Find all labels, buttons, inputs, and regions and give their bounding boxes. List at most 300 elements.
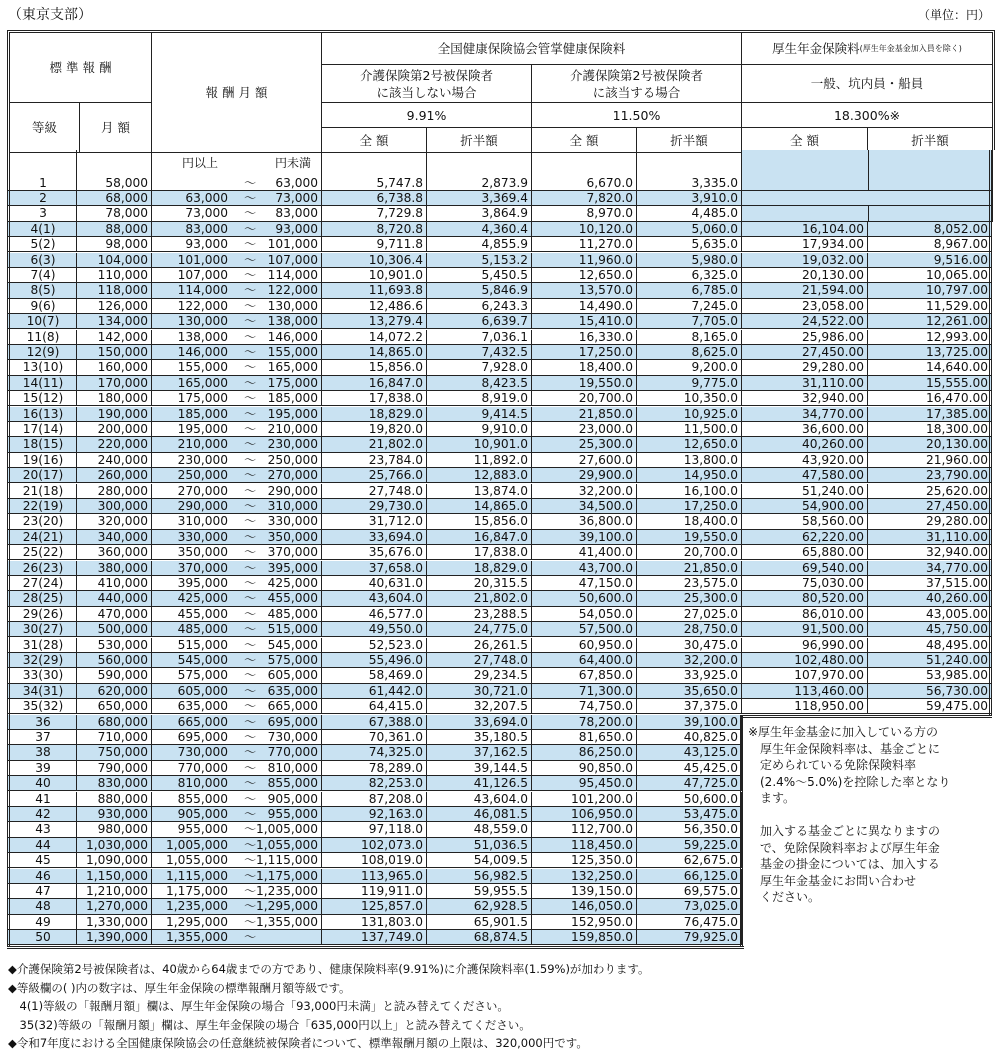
remuneration-range-cell: [152, 607, 322, 621]
health-full-cell: 7,729.8: [322, 206, 427, 220]
health-care-half-cell: 20,700.0: [637, 545, 742, 559]
health-half-cell: 46,081.5: [427, 807, 532, 821]
health-half-cell: 48,559.0: [427, 822, 532, 836]
remuneration-range-cell: [152, 776, 322, 790]
grade-cell: 35(32): [10, 699, 77, 713]
range-tilde: ～: [244, 914, 257, 929]
monthly-amount-cell: 58,000: [77, 176, 152, 190]
health-care-half-cell: 8,625.0: [637, 345, 742, 359]
health-care-full-cell: 132,250.0: [532, 869, 637, 883]
header-health-care-line2: に該当する場合: [592, 84, 681, 100]
health-care-half-cell: 37,375.0: [637, 699, 742, 713]
health-full-cell: 131,803.0: [322, 915, 427, 929]
health-full-cell: 64,415.0: [322, 699, 427, 713]
health-full-cell: 113,965.0: [322, 869, 427, 883]
health-full-cell: 102,073.0: [322, 838, 427, 852]
health-full-cell: 18,829.0: [322, 407, 427, 421]
range-to: 330,000: [267, 514, 318, 529]
remuneration-range-cell: [152, 376, 322, 390]
monthly-amount-cell: 320,000: [77, 514, 152, 528]
health-half-cell: 13,874.0: [427, 484, 532, 498]
range-tilde: ～: [244, 437, 257, 452]
range-from: 370,000: [177, 560, 228, 575]
pension-half-cell: 29,280.00: [868, 514, 992, 528]
grade-cell: 40: [10, 776, 77, 790]
range-from: 130,000: [177, 314, 228, 329]
health-full-cell: 15,856.0: [322, 360, 427, 374]
remuneration-range-cell: [152, 715, 322, 729]
remuneration-range-cell: [152, 653, 322, 667]
grade-cell: 45: [10, 853, 77, 867]
health-care-half-cell: 62,675.0: [637, 853, 742, 867]
pension-full-cell: 96,990.00: [742, 638, 868, 652]
health-half-cell: 6,639.7: [427, 314, 532, 328]
range-from: 330,000: [177, 529, 228, 544]
health-full-cell: 17,838.0: [322, 391, 427, 405]
health-care-half-cell: 53,475.0: [637, 807, 742, 821]
unit-label: （単位：円）: [917, 8, 990, 22]
grade-cell: 36: [10, 715, 77, 729]
health-half-cell: 62,928.5: [427, 899, 532, 913]
range-to: 1,295,000: [255, 899, 318, 914]
health-care-full-cell: 10,120.0: [532, 222, 637, 236]
table-row: [7, 607, 992, 622]
table-row: [7, 822, 742, 837]
range-tilde: ～: [244, 206, 257, 221]
health-full-cell: 97,118.0: [322, 822, 427, 836]
health-care-half-cell: 18,400.0: [637, 514, 742, 528]
grade-cell: 48: [10, 899, 77, 913]
monthly-amount-cell: 280,000: [77, 484, 152, 498]
health-half-cell: 43,604.0: [427, 792, 532, 806]
health-care-full-cell: 13,570.0: [532, 283, 637, 297]
range-to: 146,000: [267, 329, 318, 344]
header-remuneration-monthly-label: 報 酬 月 額: [205, 85, 268, 100]
range-from: 175,000: [177, 391, 228, 406]
health-half-cell: 41,126.5: [427, 776, 532, 790]
range-from: 350,000: [177, 545, 228, 560]
grade-cell: 30(27): [10, 622, 77, 636]
side-note-line: 厚生年金基金にお問い合わせ: [748, 873, 917, 888]
range-tilde: ～: [244, 391, 257, 406]
pension-full-cell: 69,540.00: [742, 561, 868, 575]
table-row: [7, 776, 742, 791]
range-from: 165,000: [177, 375, 228, 390]
health-care-full-cell: 159,850.0: [532, 930, 637, 944]
monthly-amount-cell: 410,000: [77, 576, 152, 590]
table-row: [7, 453, 992, 468]
table-row: [7, 345, 992, 360]
table-row: [7, 530, 992, 545]
table-row: [7, 576, 992, 591]
range-to: 515,000: [267, 622, 318, 637]
grade-cell: 42: [10, 807, 77, 821]
table-row: [7, 561, 992, 576]
range-to: 63,000: [275, 175, 318, 190]
range-unit-row: [7, 150, 742, 176]
health-full-cell: 43,604.0: [322, 591, 427, 605]
health-half-cell: 3,864.9: [427, 206, 532, 220]
range-to: 350,000: [267, 529, 318, 544]
health-care-full-cell: 64,400.0: [532, 653, 637, 667]
pension-full-cell: 113,460.00: [742, 684, 868, 698]
range-to: 770,000: [267, 745, 318, 760]
pension-full-cell: 65,880.00: [742, 545, 868, 559]
grade-cell: 7(4): [10, 268, 77, 282]
grade-cell: 17(14): [10, 422, 77, 436]
health-full-cell: 67,388.0: [322, 715, 427, 729]
remuneration-range-cell: [152, 299, 322, 313]
monthly-amount-cell: 340,000: [77, 530, 152, 544]
health-half-cell: 20,315.5: [427, 576, 532, 590]
monthly-amount-cell: 240,000: [77, 453, 152, 467]
range-to: 1,115,000: [255, 853, 318, 868]
pension-full-cell: 40,260.00: [742, 437, 868, 451]
monthly-amount-cell: 1,330,000: [77, 915, 152, 929]
range-from: 665,000: [177, 714, 228, 729]
monthly-amount-cell: 126,000: [77, 299, 152, 313]
remuneration-range-cell: [152, 345, 322, 359]
range-tilde: ～: [244, 591, 257, 606]
range-tilde: ～: [244, 868, 257, 883]
health-half-cell: 16,847.0: [427, 530, 532, 544]
health-care-full-cell: 125,350.0: [532, 853, 637, 867]
side-note-line: [748, 807, 988, 824]
range-from: 63,000: [185, 190, 228, 205]
side-note-line: 基金の掛金については、加入する: [748, 857, 940, 871]
rate-health-value: 9.91%: [406, 107, 447, 123]
range-tilde: ～: [244, 298, 257, 313]
monthly-amount-cell: 750,000: [77, 745, 152, 759]
remuneration-range-cell: [152, 253, 322, 267]
monthly-amount-cell: 180,000: [77, 391, 152, 405]
range-from: 695,000: [177, 729, 228, 744]
range-from: 395,000: [177, 575, 228, 590]
range-tilde: ～: [244, 375, 257, 390]
health-care-full-cell: 57,500.0: [532, 622, 637, 636]
table-row: [7, 853, 742, 868]
remuneration-range-cell: [152, 530, 322, 544]
range-from: 635,000: [177, 699, 228, 714]
range-from: 1,295,000: [165, 914, 228, 929]
remuneration-range-cell: [152, 638, 322, 652]
grade-cell: 20(17): [10, 468, 77, 482]
pension-half-cell: 15,555.00: [868, 376, 992, 390]
health-half-cell: 14,865.0: [427, 499, 532, 513]
header-health-not-care-line1: 介護保険第2号被保険者: [360, 67, 493, 83]
remuneration-range-cell: [152, 807, 322, 821]
health-half-cell: 39,144.5: [427, 761, 532, 775]
health-care-half-cell: 7,245.0: [637, 299, 742, 313]
table-row: [7, 545, 992, 560]
range-to: 1,355,000: [255, 914, 318, 929]
monthly-amount-cell: 710,000: [77, 730, 152, 744]
health-care-half-cell: 21,850.0: [637, 561, 742, 575]
pension-full-cell: 25,986.00: [742, 330, 868, 344]
health-full-cell: 29,730.0: [322, 499, 427, 513]
range-to: 175,000: [267, 375, 318, 390]
range-tilde: ～: [244, 514, 257, 529]
pension-full-cell: 17,934.00: [742, 237, 868, 251]
table-row: [7, 684, 992, 699]
health-half-cell: 12,883.0: [427, 468, 532, 482]
health-care-half-cell: 79,925.0: [637, 930, 742, 944]
grade-cell: 8(5): [10, 283, 77, 297]
blank-cell: [322, 150, 427, 176]
branch-label: （東京支部）: [8, 7, 92, 23]
grade-cell: 11(8): [10, 330, 77, 344]
health-full-cell: 40,631.0: [322, 576, 427, 590]
grade-cell: 41: [10, 792, 77, 806]
health-full-cell: 46,577.0: [322, 607, 427, 621]
health-full-cell: 25,766.0: [322, 468, 427, 482]
range-from: 905,000: [177, 806, 228, 821]
monthly-amount-cell: 620,000: [77, 684, 152, 698]
pension-half-cell: 13,725.00: [868, 345, 992, 359]
table-row: [7, 176, 992, 191]
monthly-amount-cell: 300,000: [77, 499, 152, 513]
range-to: 93,000: [275, 221, 318, 236]
monthly-amount-cell: 160,000: [77, 360, 152, 374]
table-row: [7, 761, 742, 776]
health-care-full-cell: 41,400.0: [532, 545, 637, 559]
grade-cell: 26(23): [10, 561, 77, 575]
health-care-half-cell: 3,910.0: [637, 191, 742, 205]
grade-cell: 27(24): [10, 576, 77, 590]
health-half-cell: 15,856.0: [427, 514, 532, 528]
range-tilde: ～: [244, 853, 257, 868]
range-tilde: ～: [244, 699, 257, 714]
range-to: 955,000: [267, 806, 318, 821]
health-half-cell: 6,243.3: [427, 299, 532, 313]
remuneration-range-cell: [152, 176, 322, 190]
range-to: 1,005,000: [255, 822, 318, 837]
pension-full-cell: 43,920.00: [742, 453, 868, 467]
range-from: 290,000: [177, 498, 228, 513]
remuneration-range-cell: [152, 283, 322, 297]
remuneration-range-cell: [152, 853, 322, 867]
health-full-cell: 137,749.0: [322, 930, 427, 944]
range-from: 855,000: [177, 791, 228, 806]
range-from: 185,000: [177, 406, 228, 421]
remuneration-range-cell: [152, 684, 322, 698]
pension-half-cell: 11,529.00: [868, 299, 992, 313]
pension-full-cell: 86,010.00: [742, 607, 868, 621]
monthly-amount-cell: 98,000: [77, 237, 152, 251]
range-tilde: ～: [244, 221, 257, 236]
remuneration-range-cell: [152, 330, 322, 344]
health-full-cell: 9,711.8: [322, 237, 427, 251]
monthly-amount-cell: 142,000: [77, 330, 152, 344]
range-to: 138,000: [267, 314, 318, 329]
health-half-cell: 33,694.0: [427, 715, 532, 729]
health-care-full-cell: 71,300.0: [532, 684, 637, 698]
health-half-cell: 5,450.5: [427, 268, 532, 282]
pension-half-cell: 17,385.00: [868, 407, 992, 421]
grade-cell: 44: [10, 838, 77, 852]
remuneration-range-cell: [152, 407, 322, 421]
health-care-full-cell: 43,700.0: [532, 561, 637, 575]
table-bottom-border: [7, 946, 744, 949]
range-tilde: ～: [244, 452, 257, 467]
monthly-amount-cell: 930,000: [77, 807, 152, 821]
table-row: [7, 237, 992, 252]
health-care-full-cell: 47,150.0: [532, 576, 637, 590]
header-rate-health: [322, 103, 532, 128]
table-row: [7, 330, 992, 345]
range-tilde: ～: [244, 468, 257, 483]
health-care-half-cell: 14,950.0: [637, 468, 742, 482]
range-from: 83,000: [185, 221, 228, 236]
monthly-amount-cell: 190,000: [77, 407, 152, 421]
table-row: [7, 253, 992, 268]
monthly-amount-cell: 200,000: [77, 422, 152, 436]
health-full-cell: 14,865.0: [322, 345, 427, 359]
monthly-amount-cell: 134,000: [77, 314, 152, 328]
grade-cell: 14(11): [10, 376, 77, 390]
side-note-line: 定められている免除保険料率: [748, 758, 917, 772]
remuneration-range-cell: [152, 792, 322, 806]
health-care-half-cell: 16,100.0: [637, 484, 742, 498]
health-half-cell: 23,288.5: [427, 607, 532, 621]
range-to: 185,000: [267, 391, 318, 406]
remuneration-range-cell: [152, 668, 322, 682]
table-right-border: [989, 150, 992, 715]
remuneration-range-cell: [152, 884, 322, 898]
table-row: [7, 668, 992, 683]
range-to: 270,000: [267, 468, 318, 483]
health-half-cell: 4,360.4: [427, 222, 532, 236]
remuneration-range-cell: [152, 838, 322, 852]
header-health-insurance-label: 全国健康保険協会管掌健康保険料: [437, 41, 626, 56]
table-row: [7, 407, 992, 422]
range-from: 146,000: [177, 344, 228, 359]
remuneration-range-cell: [152, 761, 322, 775]
remuneration-range-cell: [152, 391, 322, 405]
health-half-cell: 7,928.0: [427, 360, 532, 374]
health-care-half-cell: 23,575.0: [637, 576, 742, 590]
pension-full-cell: 16,104.00: [742, 222, 868, 236]
range-tilde: ～: [244, 637, 257, 652]
range-tilde: ～: [244, 714, 257, 729]
monthly-amount-cell: 150,000: [77, 345, 152, 359]
health-care-full-cell: 152,950.0: [532, 915, 637, 929]
health-care-full-cell: 118,450.0: [532, 838, 637, 852]
health-care-full-cell: 7,820.0: [532, 191, 637, 205]
range-from: 955,000: [177, 822, 228, 837]
health-care-half-cell: 11,500.0: [637, 422, 742, 436]
range-to: 485,000: [267, 606, 318, 621]
range-tilde: ～: [244, 545, 257, 560]
health-half-cell: 18,829.0: [427, 561, 532, 575]
health-care-half-cell: 56,350.0: [637, 822, 742, 836]
health-care-half-cell: 5,060.0: [637, 222, 742, 236]
footnotes: [8, 960, 650, 1053]
blank-cell: [637, 150, 742, 176]
pension-full-cell: 75,030.00: [742, 576, 868, 590]
health-half-cell: 59,955.5: [427, 884, 532, 898]
health-care-half-cell: 17,250.0: [637, 499, 742, 513]
pension-half-cell: 59,475.00: [868, 699, 992, 713]
grade-cell: 5(2): [10, 237, 77, 251]
health-care-full-cell: 8,970.0: [532, 206, 637, 220]
pension-full-cell: 31,110.00: [742, 376, 868, 390]
range-to: 130,000: [267, 298, 318, 313]
table-row: [7, 622, 992, 637]
table-header: [7, 30, 995, 150]
health-care-full-cell: 81,650.0: [532, 730, 637, 744]
health-half-cell: 24,775.0: [427, 622, 532, 636]
health-care-half-cell: 7,705.0: [637, 314, 742, 328]
table-row: [7, 299, 992, 314]
health-care-full-cell: 11,270.0: [532, 237, 637, 251]
range-tilde: ～: [244, 652, 257, 667]
health-full-cell: 52,523.0: [322, 638, 427, 652]
monthly-amount-cell: 220,000: [77, 437, 152, 451]
remuneration-range-cell: [152, 622, 322, 636]
monthly-amount-cell: 104,000: [77, 253, 152, 267]
monthly-amount-cell: 530,000: [77, 638, 152, 652]
range-to: 101,000: [267, 237, 318, 252]
health-care-full-cell: 74,750.0: [532, 699, 637, 713]
pension-full-cell: 27,450.00: [742, 345, 868, 359]
range-from: 515,000: [177, 637, 228, 652]
pension-full-cell: 23,058.00: [742, 299, 868, 313]
range-to: 695,000: [267, 714, 318, 729]
monthly-amount-cell: 440,000: [77, 591, 152, 605]
remuneration-range-cell: [152, 699, 322, 713]
range-tilde: ～: [244, 175, 257, 190]
remuneration-range-cell: [152, 206, 322, 220]
pension-full-cell: 118,950.00: [742, 699, 868, 713]
pension-full-cell: 34,770.00: [742, 407, 868, 421]
grade-cell: 18(15): [10, 437, 77, 451]
range-tilde: ～: [244, 560, 257, 575]
health-half-cell: 2,873.9: [427, 176, 532, 190]
range-tilde: ～: [244, 529, 257, 544]
health-full-cell: 19,820.0: [322, 422, 427, 436]
range-to: 905,000: [267, 791, 318, 806]
side-note-line: ます。: [748, 791, 796, 805]
pension-half-cell: 43,005.00: [868, 607, 992, 621]
health-half-cell: 26,261.5: [427, 638, 532, 652]
health-care-half-cell: 5,980.0: [637, 253, 742, 267]
health-half-cell: 5,153.2: [427, 253, 532, 267]
health-half-cell: 7,432.5: [427, 345, 532, 359]
remuneration-range-cell: [152, 360, 322, 374]
range-tilde: ～: [244, 406, 257, 421]
monthly-amount-cell: 1,090,000: [77, 853, 152, 867]
range-to: 855,000: [267, 776, 318, 791]
range-tilde: ～: [244, 252, 257, 267]
monthly-amount-cell: 1,210,000: [77, 884, 152, 898]
health-care-full-cell: 21,850.0: [532, 407, 637, 421]
header-standard-remuneration-label: 標 準 報 酬: [49, 60, 112, 75]
health-half-cell: 29,234.5: [427, 668, 532, 682]
remuneration-range-cell: [152, 222, 322, 236]
range-from: 195,000: [177, 421, 228, 436]
side-note-line: ください。: [748, 890, 821, 904]
grade-cell: 23(20): [10, 514, 77, 528]
range-to: 665,000: [267, 699, 318, 714]
rate-health-care-value: 11.50%: [612, 107, 661, 123]
health-care-full-cell: 19,550.0: [532, 376, 637, 390]
range-to: 122,000: [267, 283, 318, 298]
blank-cell: [10, 150, 77, 176]
table-left-border: [7, 150, 13, 946]
range-from: 575,000: [177, 668, 228, 683]
health-full-cell: 37,658.0: [322, 561, 427, 575]
